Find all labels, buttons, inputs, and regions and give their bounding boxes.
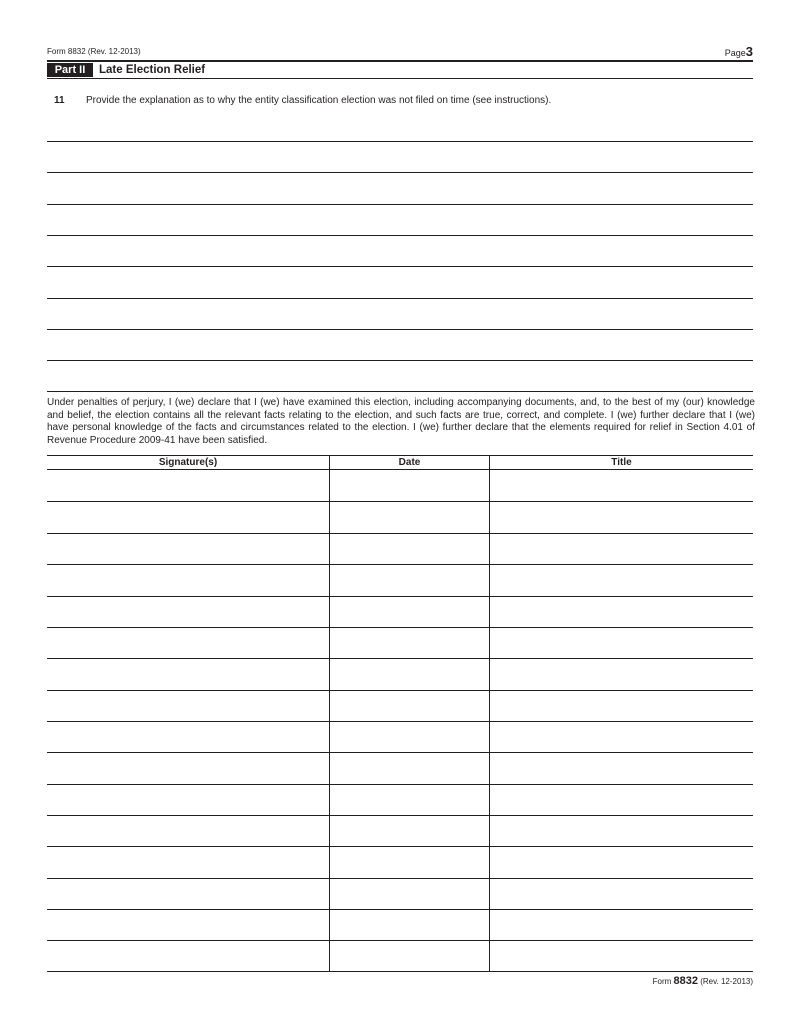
table-row[interactable] <box>47 690 753 691</box>
explanation-line[interactable] <box>47 141 753 142</box>
page-indicator <box>725 44 753 59</box>
table-row[interactable] <box>47 784 753 785</box>
table-row[interactable] <box>47 815 753 816</box>
explanation-line[interactable] <box>47 298 753 299</box>
table-row[interactable] <box>47 658 753 659</box>
form-footer <box>653 975 753 987</box>
table-row[interactable] <box>47 596 753 597</box>
explanation-line[interactable] <box>47 204 753 205</box>
table-row[interactable] <box>47 564 753 565</box>
table-row[interactable] <box>47 909 753 910</box>
line-11-number: 11 <box>54 95 65 106</box>
explanation-line[interactable] <box>47 235 753 236</box>
header-rule <box>47 60 753 62</box>
table-row[interactable] <box>47 469 753 470</box>
table-row[interactable] <box>47 627 753 628</box>
table-row[interactable] <box>47 878 753 879</box>
footer-form-label: Form <box>652 977 672 986</box>
form-revision-header: Form 8832 (Rev. 12-2013) <box>47 47 141 56</box>
part-rule <box>47 78 753 79</box>
table-row[interactable] <box>47 752 753 753</box>
table-row[interactable] <box>47 721 753 722</box>
explanation-line[interactable] <box>47 266 753 267</box>
table-row[interactable] <box>47 846 753 847</box>
explanation-line[interactable] <box>47 360 753 361</box>
part-tag: Part II <box>47 63 93 77</box>
perjury-statement: Under penalties of perjury, I (we) declare that I (we) have examined this election, including accompanying documents, and, to the best of my (our) knowledge and belief, the election contains all the relevant facts relating to the election, and such facts are true, correct, and complete. I (we) further declare that I (we) have personal knowledge of the facts and circumstances related to the election. I (we) further declare that the elements required for relief in Section 4.01 of Revenue Procedure 2009-41 have been satisfied. <box>47 397 755 446</box>
footer-form-number: 8832 <box>673 975 698 987</box>
explanation-line[interactable] <box>47 391 753 392</box>
part-title: Late Election Relief <box>99 64 206 76</box>
page-number: 3 <box>745 44 753 59</box>
table-row[interactable] <box>47 501 753 502</box>
header-title: Title <box>611 457 632 468</box>
header-date: Date <box>398 457 421 468</box>
explanation-line[interactable] <box>47 172 753 173</box>
header-signature: Signature(s) <box>158 457 218 468</box>
table-row[interactable] <box>47 940 753 941</box>
page-label: Page <box>724 48 746 58</box>
line-11-text: Provide the explanation as to why the entity classification election was not filed on time (see instructions). <box>86 95 552 106</box>
explanation-line[interactable] <box>47 329 753 330</box>
footer-rev: (Rev. 12-2013) <box>700 977 753 986</box>
table-row[interactable] <box>47 533 753 534</box>
